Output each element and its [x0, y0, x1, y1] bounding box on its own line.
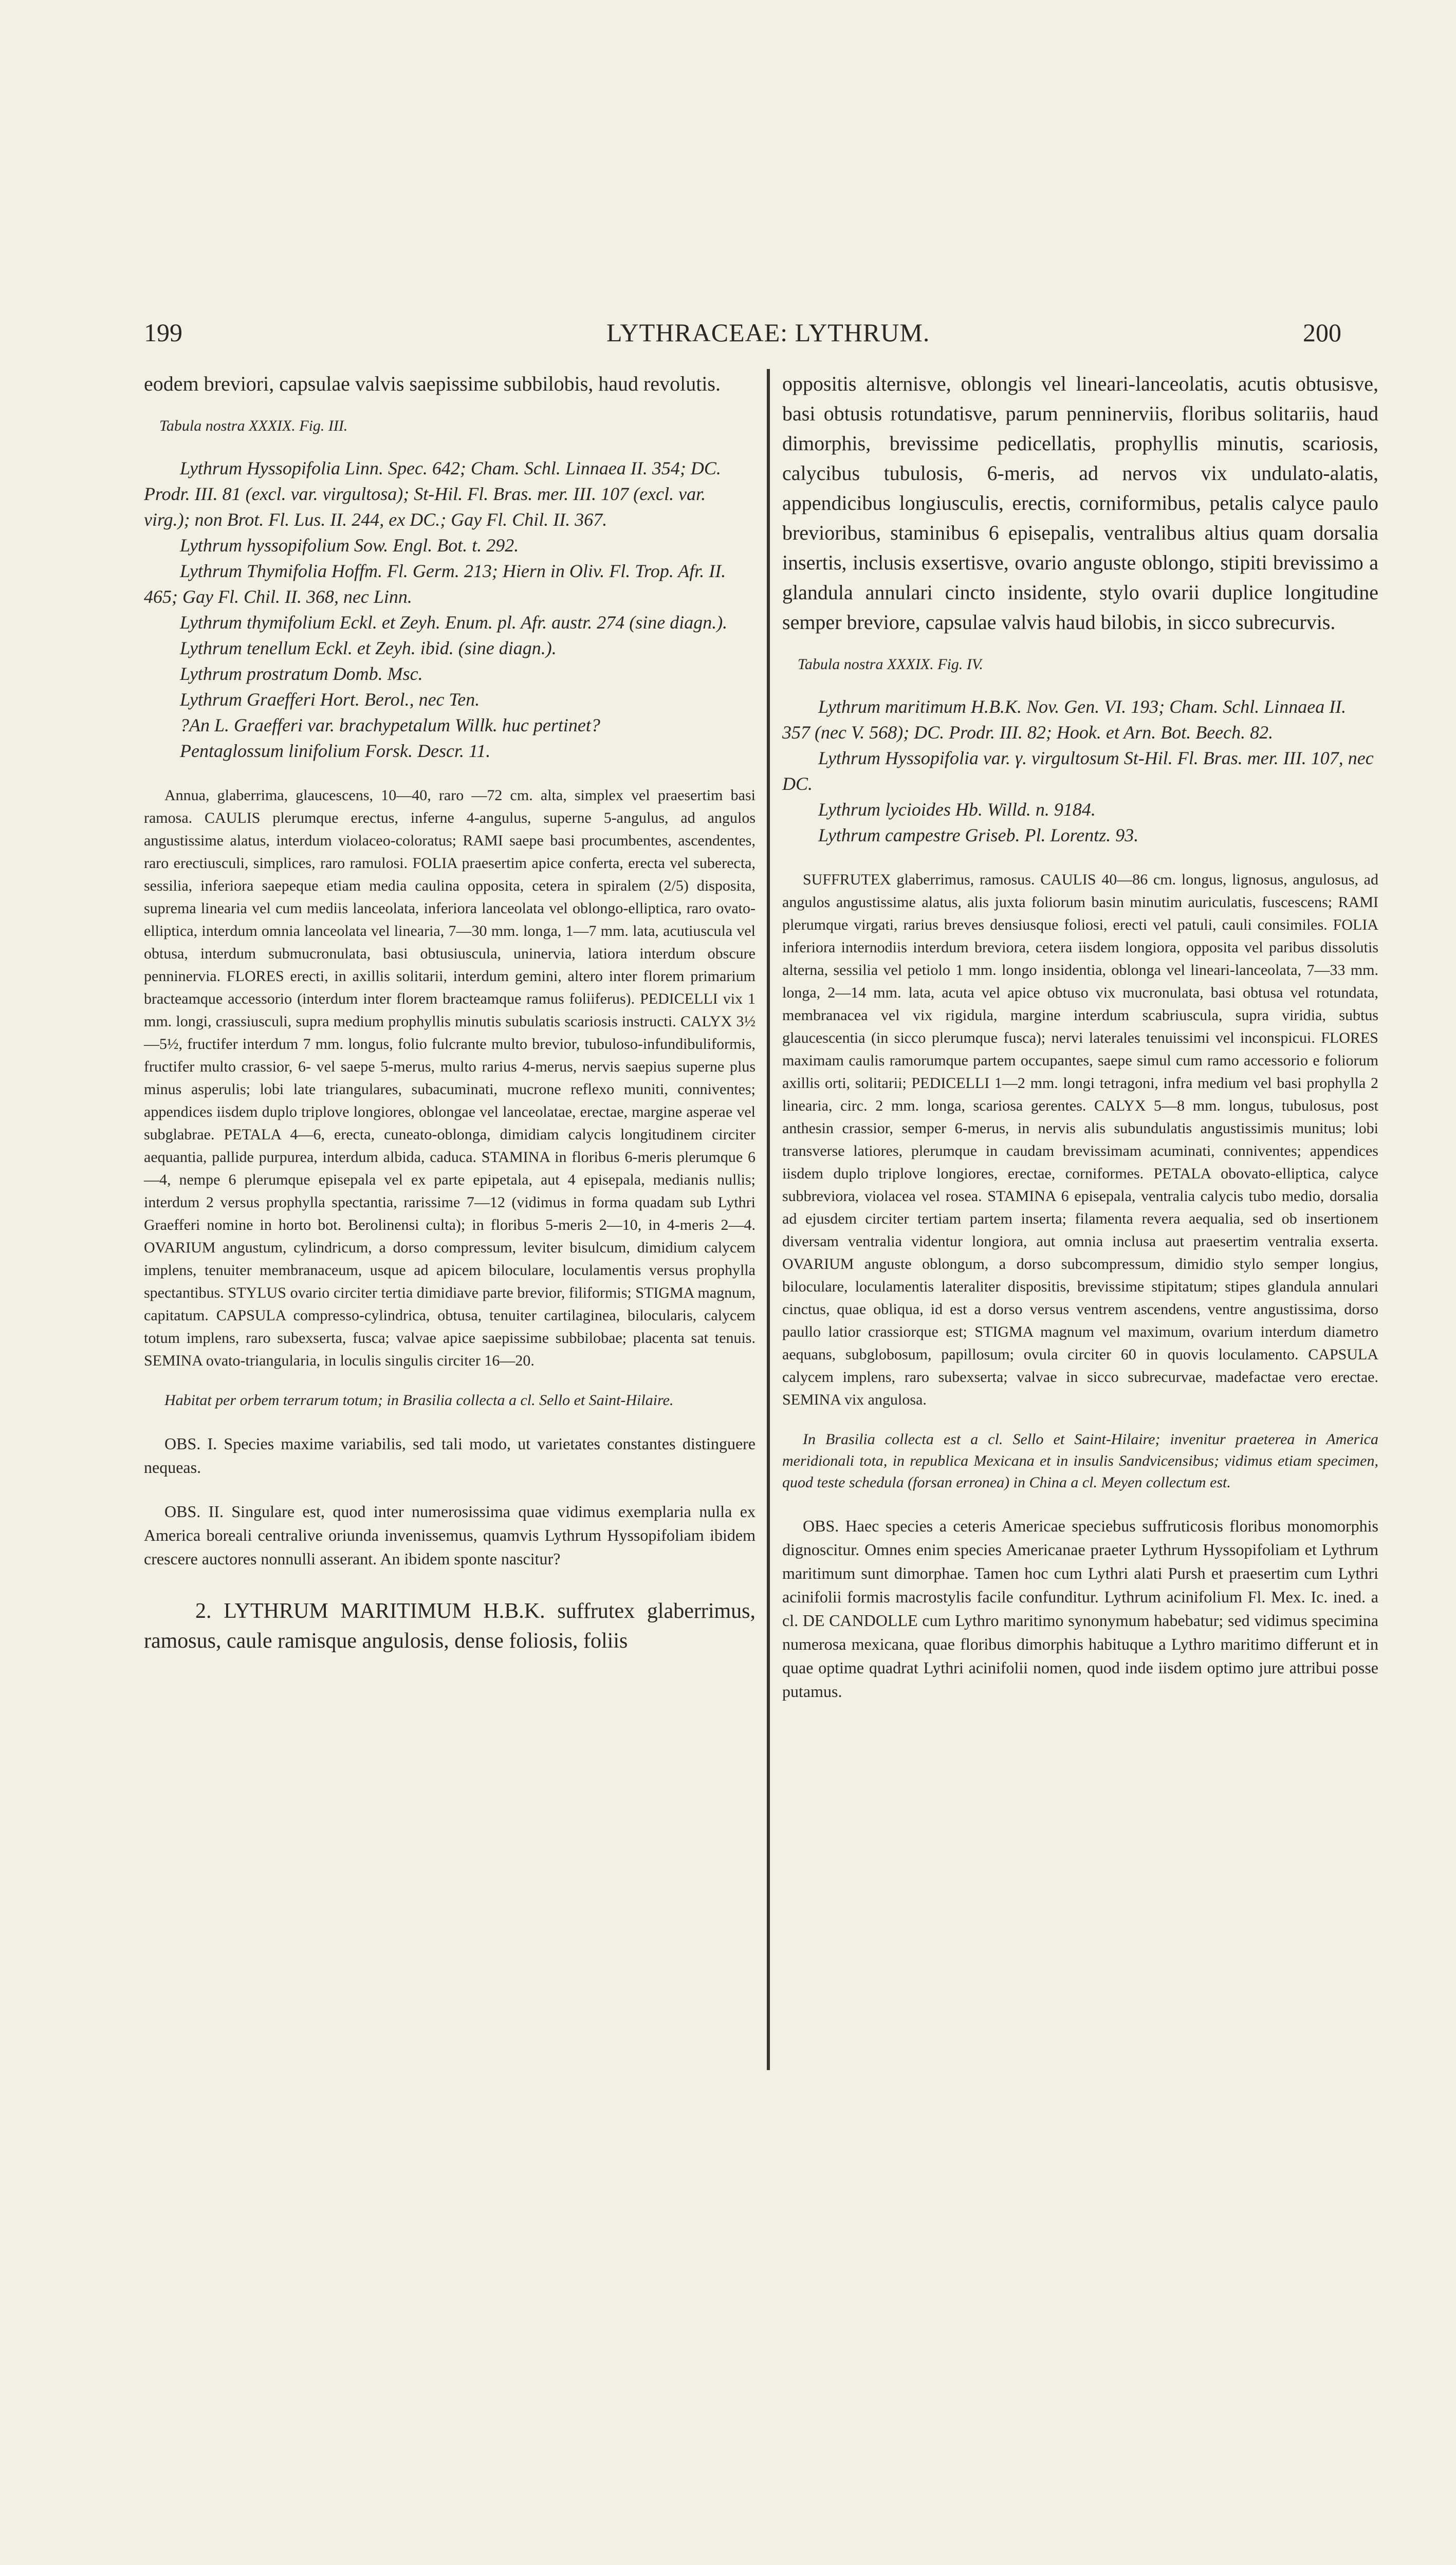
- right-lead-text: oppositis alternisve, oblongis vel lineari-lanceolatis, acutis obtusisve, basi obtusis rotundatisve, parum penninerviis, floribus solitariis, haud dimorphis, brevissime pedicellatis, prophyllis minutis, scariosis, calycibus tubulosis, 6-meris, ad nervos vix undulato-alatis, appendicibus longiusculis, erectis, corniformibus, petalis calyce paulo brevioribus, staminibus 6 episepalis, ventralibus altius quam dorsalia insertis, inclusis exsertisve, ovario anguste oblongo, stipiti brevissimo a glandula annulari cincto insidente, stylo ovarii duplice longitudine semper breviore, capsulae valvis haud bilobis, in sicco subrecurvis.: [782, 372, 1378, 634]
- left-description-block: [144, 784, 755, 1372]
- synonym: Lythrum tenellum Eckl. et Zeyh. ibid. (sine diagn.).: [180, 638, 557, 658]
- right-habitat: In Brasilia collecta est a cl. Sello et Saint-Hilaire; invenitur praeterea in America meridionali tota, in republica Mexicana et in insulis Sandvicensibus; vidimus etiam specimen, quod teste schedula (forsan erronea) in China a cl. Meyen collectum est.: [782, 1431, 1378, 1491]
- left-lead-text: eodem breviori, capsulae valvis saepissime subbilobis, haud revolutis.: [144, 372, 721, 395]
- right-description: SUFFRUTEX glaberrimus, ramosus. CAULIS 40—86 cm. longus, lignosus, angulosus, ad angulos angustissime alatus, alis juxta foliorum basin minutim auriculatis, fuscescens; RAMI plerumque virgati, rarius breves densiusque foliosi, erecti vel patuli, cauli consimiles. FOLIA inferiora internodiis interdum breviora, cetera iisdem longiora, opposita vel paribus dissolutis alterna, sessilia vel petiolo 1 mm. longo insidentia, oblonga vel lineari-lanceolata, 7—33 mm. longa, 2—14 mm. lata, acuta vel apice obtuso vix mucronulata, basi obtusa vel rotundata, membranacea vel vix rigidula, margine interdum scabriuscula, supra viridia, subtus glaucescentia (in sicco plerumque fusca); nervi laterales tenuissimi vel inconspicui. FLORES maximam caulis ramorumque partem occupantes, saepe simul cum ramo accessorio e foliorum axillis orti, solitarii; PEDICELLI 1—2 mm. longi tetragoni, infra medium vel basi prophylla 2 linearia, circ. 2 mm. longa, scariosa gerentes. CALYX 5—8 mm. longus, tubulosus, post anthesin crassior, semper 6-merus, in nervis alis subundulatis angustissimis munitus; lobi transverse latiores, plerumque in caudam brevissimam acuminati, conniventes; appendices iisdem duplo triplove longiores, erectae, corniformes. PETALA obovato-elliptica, calyce subbreviora, violacea vel rosea. STAMINA 6 episepala, ventralia calycis tubo medio, dorsalia ad ejusdem circiter tertiam partem inserta; filamenta revera aequalia, sed ob insertionem diversam ventralia videntur longiora, aut omnia inclusa aut praesertim ventralia exserta. OVARIUM anguste oblongum, a dorso subcompressum, dimidio stylo semper longius, biloculare, loculamentis lateraliter dispositis, brevissime stipitatum; stipes glandula annulari cinctus, quae obliqua, id est a dorso versus ventrem ascendens, ventre angustissima, dorso paullo latior crassiorque est; STIGMA magnum vel maximum, ovarium interdum diametro aequans, subglobosum, papillosum; ovula circiter 60 in quovis loculamento. CAPSULA calycem implens, raro subexserta; valvae in sicco subrecurvae, madefactae vero erectae. SEMINA vix angulosa.: [782, 871, 1378, 1408]
- synonym: Lythrum campestre Griseb. Pl. Lorentz. 93.: [818, 825, 1139, 845]
- synonym: Lythrum thymifolium Eckl. et Zeyh. Enum. pl. Afr. austr. 274 (sine diagn.).: [180, 612, 728, 633]
- right-obs: OBS. Haec species a ceteris Americae speciebus suffruticosis floribus monomorphis dignoscitur. Omnes enim species Americanae praeter Lythrum Hyssopifoliam et Lythrum maritimum sunt dimorphae. Tamen hoc cum Lythri alati Pursh et praesertim cum Lythri acinifolii formis macrostylis facile confunditur. Lythrum acinifolium Fl. Mex. Ic. ined. a cl. DE CANDOLLE cum Lythro maritimo synonymum habebatur; sed vidimus specimina numerosa mexicana, quae floribus dimorphis habituque a Lythro maritimo differunt et in quae optime quadrat Lythri acinifolii nomen, quod inde iisdem optimo jure attribui posse putamus.: [782, 1517, 1378, 1701]
- synonym: ?An L. Graefferi var. brachypetalum Willk. huc pertinet?: [180, 715, 600, 735]
- synonym: Pentaglossum linifolium Forsk. Descr. 11.: [180, 741, 491, 761]
- synonym: Lythrum Hyssopifolia Linn. Spec. 642; Cham. Schl. Linnaea II. 354; DC. Prodr. III. 81 (excl. var. virgultosa); St-Hil. Fl. Bras. mer. III. 107 (excl. var. virg.); non Brot. Fl. Lus. II. 244, ex DC.; Gay Fl. Chil. II. 367.: [144, 458, 721, 530]
- left-tabula-ref: Tabula nostra XXXIX. Fig. III.: [159, 417, 348, 434]
- column-divider: [767, 369, 770, 2070]
- left-habitat: Habitat per orbem terrarum totum; in Brasilia collecta a cl. Sello et Saint-Hilaire.: [164, 1392, 674, 1409]
- page-number-left: 199: [144, 318, 182, 347]
- left-description: Annua, glaberrima, glaucescens, 10—40, raro —72 cm. alta, simplex vel praesertim basi ramosa. CAULIS plerumque erectus, inferne 4-angulus, superne 5-angulus, ad angulos angustissime alatus, interdum violaceo-coloratus; RAMI saepe basi procumbentes, ascendentes, raro erectiusculi, simplices, raro ramulosi. FOLIA praesertim apice conferta, erecta vel suberecta, sessilia, inferiora saepeque etiam media caulina opposita, cetera in spiralem (2/5) disposita, suprema linearia vel cum mediis lanceolata, inferiora lanceolata vel oblongo-elliptica, raro ovato-elliptica, interdum omnia lanceolata vel linearia, 7—30 mm. longa, 1—7 mm. lata, acutiuscula vel obtusa, interdum submucronulata, basi obtusiuscula, uninervia, latiora interdum obscure penninervia. FLORES erecti, in axillis solitarii, interdum gemini, altero inter florem primarium bracteamque accessorio (interdum inter florem bracteamque ramus foliiferus). PEDICELLI vix 1 mm. longi, crassiusculi, supra medium prophyllis minutis subulatis scariosis instructi. CALYX 3½—5½, fructifer interdum 7 mm. longus, folio fulcrante multo brevior, tubuloso-infundibuliformis, fructifer multo crassior, 6- vel saepe 5-merus, multo rarius 4-merus, nervis saepius superne plus minus asperulis; lobi late triangulares, subacuminati, mucrone reflexo muniti, conniventes; appendices iisdem duplo triplove longiores, oblongae vel lanceolatae, erectae, margine asperae vel subglabrae. PETALA 4—6, erecta, cuneato-oblonga, dimidiam calycis longitudinem circiter aequantia, pallide purpurea, interdum albida, caduca. STAMINA in floribus 6-meris plerumque 6—4, nempe 6 plerumque episepala vel ex parte epipetala, aut 4 episepala, medianis nullis; interdum 2 versus prophylla spectantia, rarissime 7—12 (vidimus in forma quadam sub Lythri Graefferi nomine in horto bot. Berolinensi culta); in floribus 5-meris 2—10, in 4-meris 2—4. OVARIUM angustum, cylindricum, a dorso compressum, leviter bisulcum, dimidium calycem implens, tenuiter membranaceum, usque ad apicem biloculare, loculamentis versus prophylla spectantibus. STYLUS ovario circiter tertia dimidiave parte brevior, filiformis; STIGMA magnum, capitatum. CAPSULA compresso-cylindrica, obtusa, tenuiter cartilaginea, bilocularis, calycem totum implens, raro subexserta, fusca; valvae apice saepissime subbilobae; placenta sat tenuis. SEMINA ovato-triangularia, in loculis singulis circiter 16—20.: [144, 787, 755, 1369]
- synonym: Lythrum prostratum Domb. Msc.: [180, 663, 423, 684]
- page-number-right: 200: [1303, 318, 1341, 347]
- left-synonym-list: [144, 455, 755, 764]
- species-heading: 2. LYTHRUM MARITIMUM H.B.K. suffrutex glaberrimus, ramosus, caule ramisque angulosis, dense foliosis, foliis: [144, 1599, 755, 1653]
- left-obs-1: OBS. I. Species maxime variabilis, sed tali modo, ut varietates constantes distinguere nequeas.: [144, 1434, 755, 1477]
- right-description-block: [782, 869, 1378, 1411]
- synonym: Lythrum maritimum H.B.K. Nov. Gen. VI. 193; Cham. Schl. Linnaea II. 357 (nec V. 568); DC. Prodr. III. 82; Hook. et Arn. Bot. Beech. 82.: [782, 696, 1347, 743]
- right-synonym-list: [782, 694, 1378, 848]
- synonym: Lythrum Thymifolia Hoffm. Fl. Germ. 213; Hiern in Oliv. Fl. Trop. Afr. II. 465; Gay Fl. Chil. II. 368, nec Linn.: [144, 561, 726, 607]
- synonym: Lythrum lycioides Hb. Willd. n. 9184.: [818, 799, 1096, 820]
- right-column: [782, 369, 1378, 1703]
- page-header: [144, 318, 1341, 359]
- left-column: [144, 369, 755, 1656]
- left-obs-2: OBS. II. Singulare est, quod inter numerosissima quae vidimus exemplaria nulla ex America boreali centralive oriunda invenissemus, quamvis Lythrum Hyssopifoliam ibidem crescere auctores nonnulli asserant. An ibidem sponte nascitur?: [144, 1502, 755, 1568]
- running-title: LYTHRACEAE: LYTHRUM.: [606, 318, 930, 347]
- synonym: Lythrum Hyssopifolia var. γ. virgultosum St-Hil. Fl. Bras. mer. III. 107, nec DC.: [782, 748, 1374, 794]
- synonym: Lythrum hyssopifolium Sow. Engl. Bot. t. 292.: [180, 535, 519, 556]
- right-tabula-ref: Tabula nostra XXXIX. Fig. IV.: [798, 656, 983, 673]
- synonym: Lythrum Graefferi Hort. Berol., nec Ten.: [180, 689, 480, 710]
